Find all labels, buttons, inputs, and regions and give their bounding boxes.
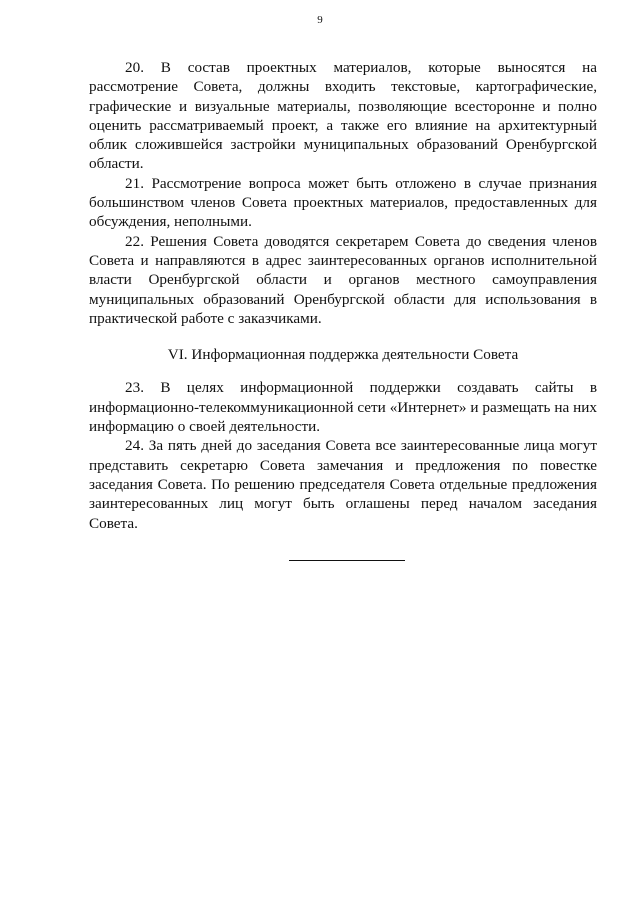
paragraph-20: 20. В состав проектных материалов, которые выносятся на рассмотрение Совета, должны входить текстовые, картографические, графические и визуальные материалы, позволяющие всесторонне и полно оценить рассматриваемый проект, а также его влияние на архитектурный облик сложившейся застройки муниципальных образований Оренбургской области. <box>89 59 597 173</box>
end-divider-line <box>289 560 405 561</box>
page-number: 9 <box>317 14 323 26</box>
paragraph-22: 22. Решения Совета доводятся секретарем Совета до сведения членов Совета и направляются в адрес заинтересованных органов исполнительной власти Оренбургской области и органов местного самоуправления муниципальных образований Оренбургской области для использования в практической работе с заказчиками. <box>89 232 597 327</box>
paragraph-24: 24. За пять дней до заседания Совета все заинтересованные лица могут представить секретарю Совета замечания и предложения по повестке заседания Совета. По решению председателя Совета отдельные предложения заинтересованных лиц могут быть оглашены перед началом заседания Совета. <box>89 437 597 532</box>
paragraph-21: 21. Рассмотрение вопроса может быть отложено в случае признания большинством членов Совета проектных материалов, предоставленных для обсуждения, неполными. <box>89 174 597 231</box>
section-heading-vi: VI. Информационная поддержка деятельности Совета <box>167 346 519 364</box>
paragraph-23: 23. В целях информационной поддержки создавать сайты в информационно-телекоммуникационной сети «Интернет» и размещать на них информацию о своей деятельности. <box>89 379 597 436</box>
document-body <box>89 58 597 561</box>
